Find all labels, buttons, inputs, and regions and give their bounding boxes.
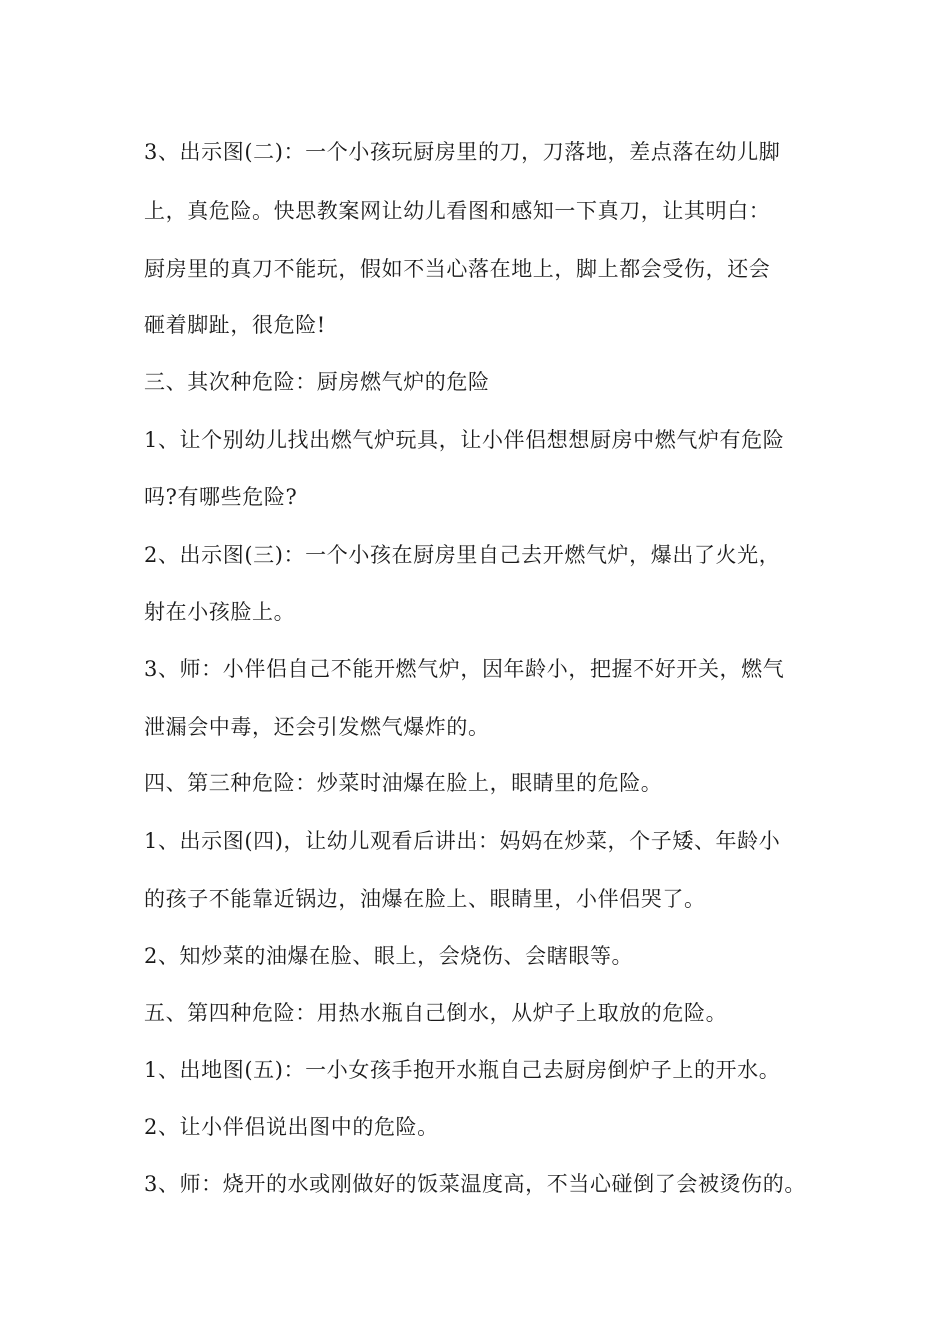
text-line: 3、出示图(二)：一个小孩玩厨房里的刀，刀落地，差点落在幼儿脚 [144, 140, 781, 164]
text-line: 射在小孩脸上。 [144, 600, 296, 624]
text-line: 1、让个别幼儿找出燃气炉玩具，让小伴侣想想厨房中燃气炉有危险 [144, 428, 785, 452]
text-line: 的孩子不能靠近锅边，油爆在脸上、眼睛里，小伴侣哭了。 [144, 887, 706, 911]
text-line: 2、让小伴侣说出图中的危险。 [144, 1115, 439, 1139]
section-heading: 四、第三种危险：炒菜时油爆在脸上，眼睛里的危险。 [144, 771, 663, 795]
text-line: 1、出地图(五)：一小女孩手抱开水瓶自己去厨房倒炉子上的开水。 [144, 1058, 781, 1082]
text-line: 3、师：小伴侣自己不能开燃气炉，因年龄小，把握不好开关，燃气 [144, 657, 785, 681]
text-line: 3、师：烧开的水或刚做好的饭菜温度高，不当心碰倒了会被烫伤的。 [144, 1172, 806, 1196]
text-line: 1、出示图(四)，让幼儿观看后讲出：妈妈在炒菜，个子矮、年龄小 [144, 829, 781, 853]
text-line: 吗?有哪些危险? [144, 485, 298, 509]
text-line: 上，真危险。快思教案网让幼儿看图和感知一下真刀，让其明白： [144, 199, 771, 223]
section-heading: 五、第四种危险：用热水瓶自己倒水，从炉子上取放的危险。 [144, 1001, 728, 1025]
section-heading: 三、其次种危险：厨房燃气炉的危险 [144, 370, 490, 394]
text-line: 2、知炒菜的油爆在脸、眼上，会烧伤、会瞎眼等。 [144, 944, 634, 968]
text-line: 厨房里的真刀不能玩，假如不当心落在地上，脚上都会受伤，还会 [144, 257, 771, 281]
text-line: 2、出示图(三)：一个小孩在厨房里自己去开燃气炉，爆出了火光， [144, 543, 781, 567]
text-line: 泄漏会中毒，还会引发燃气爆炸的。 [144, 715, 490, 739]
text-line: 砸着脚趾，很危险! [144, 313, 326, 337]
